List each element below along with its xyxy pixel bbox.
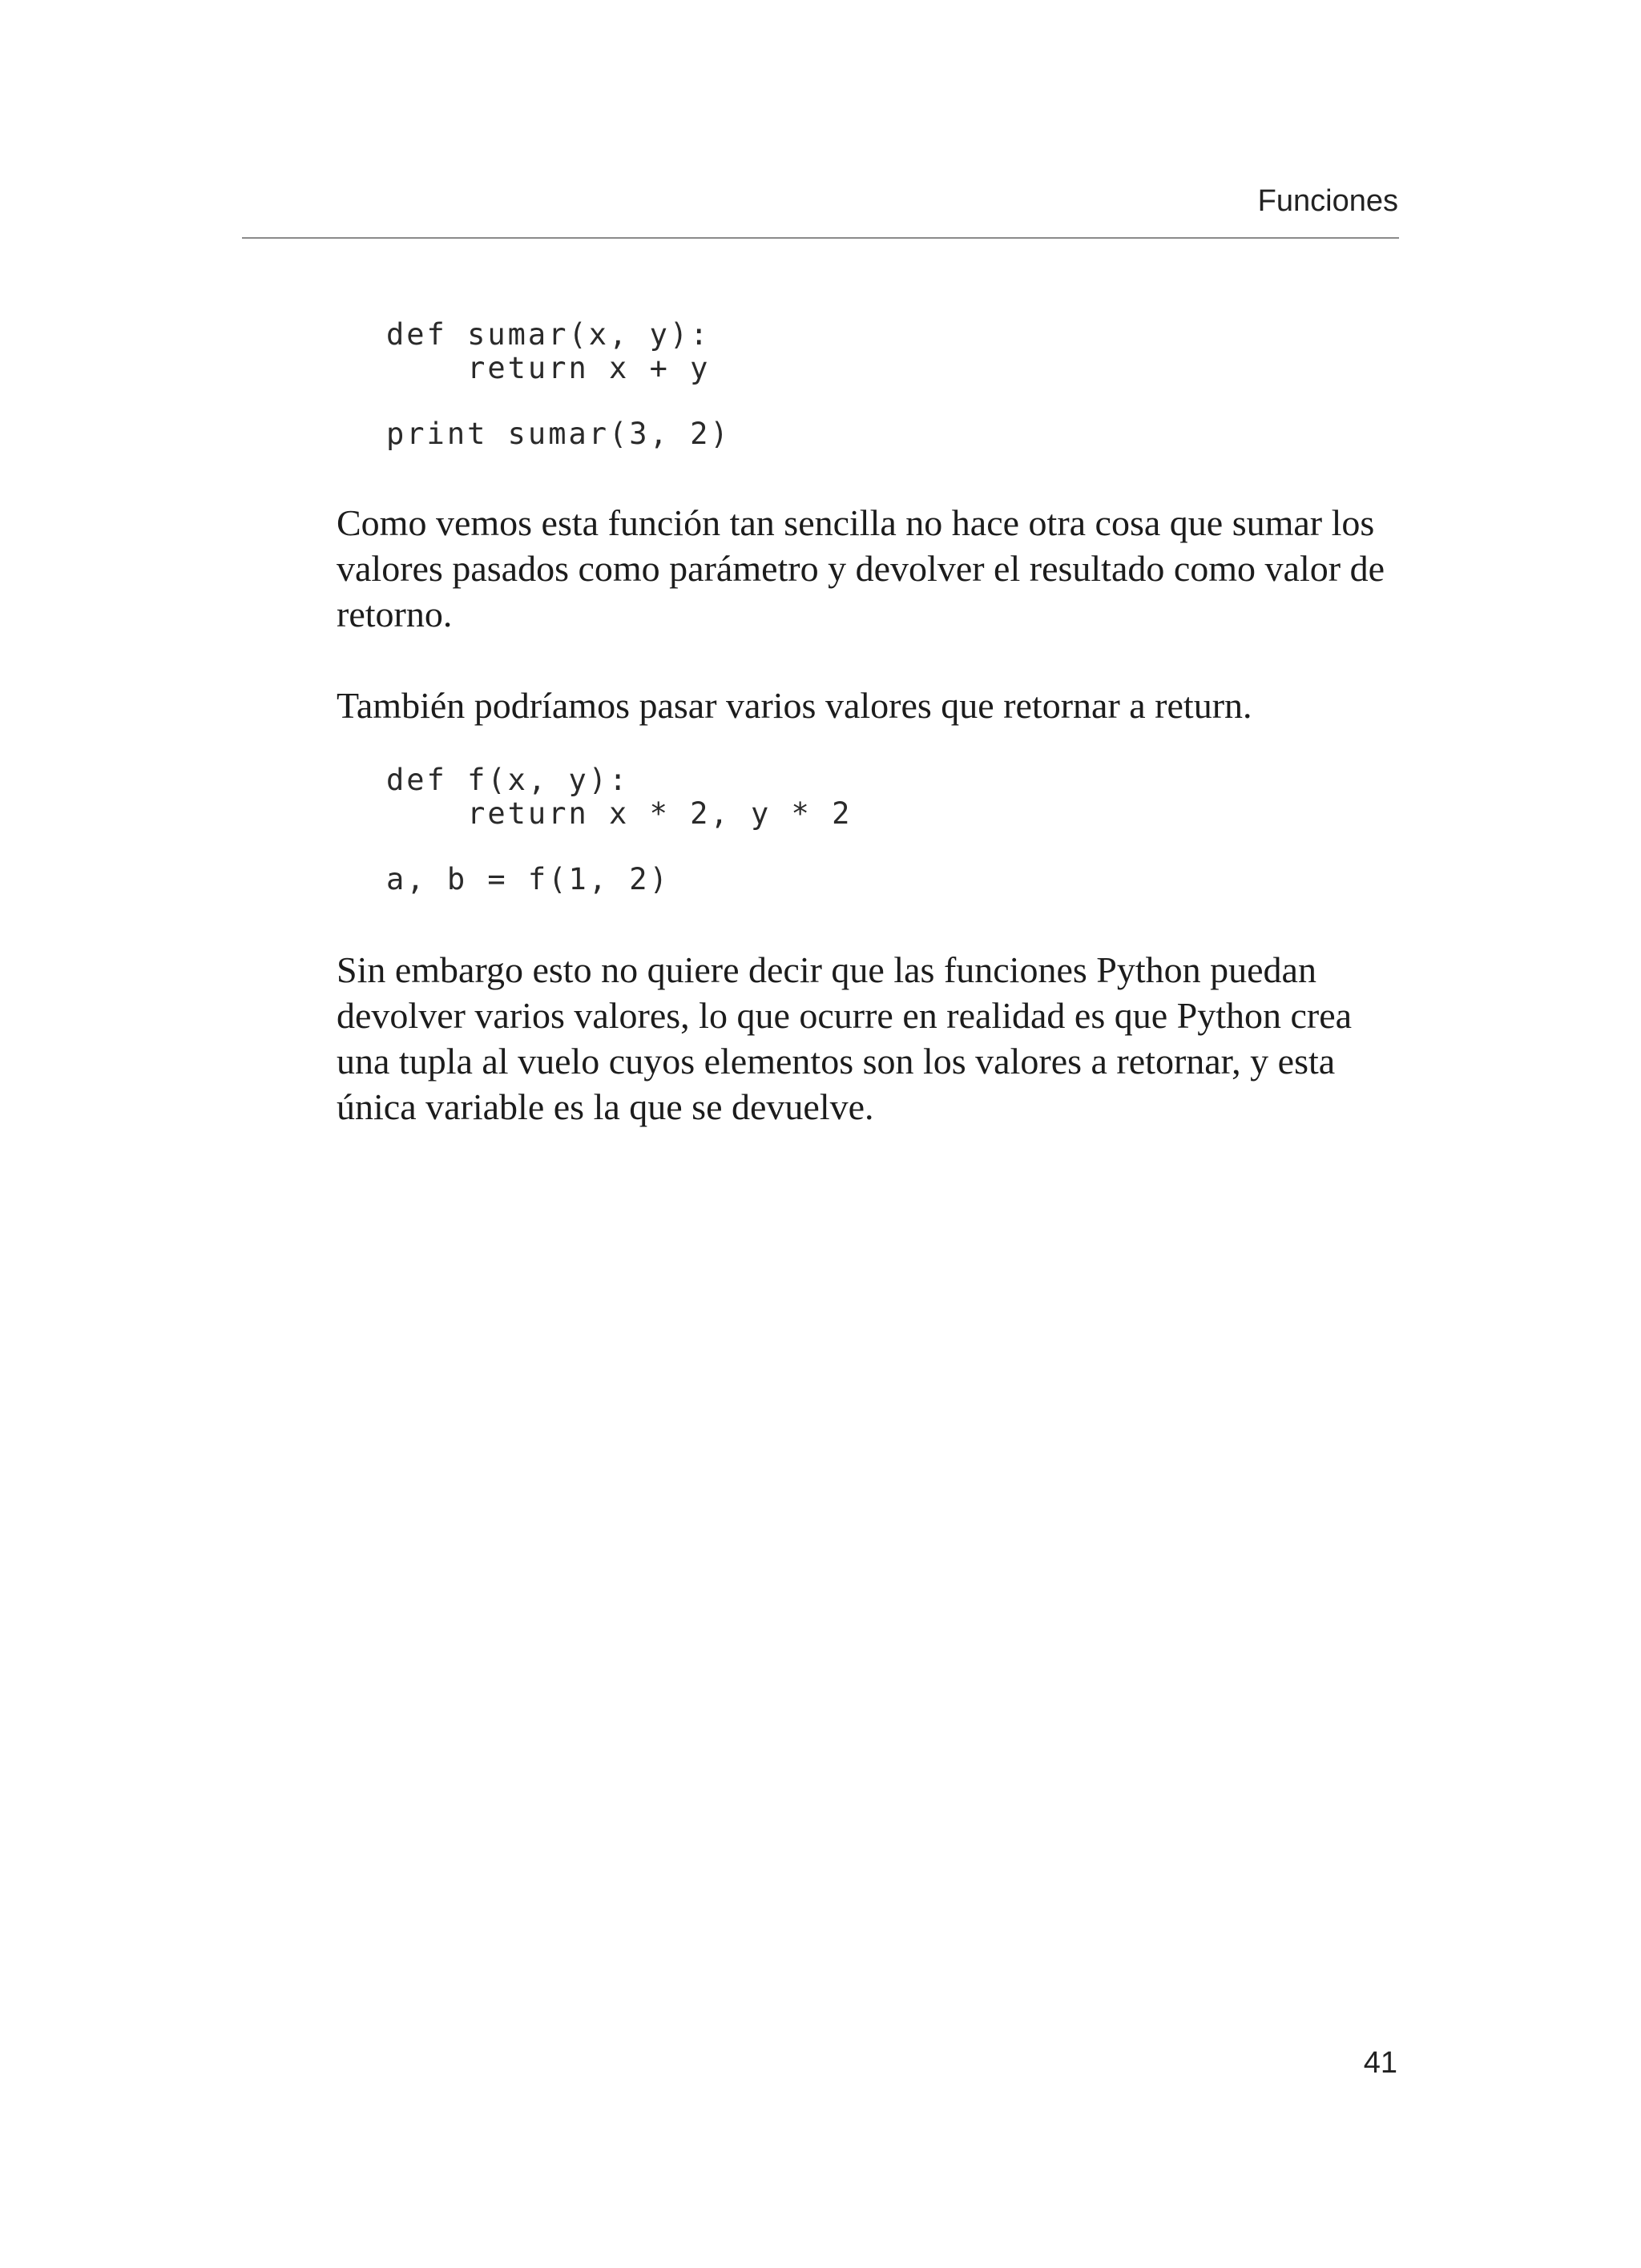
paragraph-sumar-explanation: Como vemos esta función tan sencilla no hace otra cosa que sumar los valores pasados como parámetro y devolver el resultado como valor de retorno. — [337, 502, 1385, 634]
code-line: return x * 2, y * 2 — [386, 796, 853, 831]
code-block-tuple-return — [386, 763, 852, 896]
running-header-title: Funciones — [1257, 184, 1398, 218]
paragraph-multiple-return: También podríamos pasar varios valores que retornar a return. — [337, 685, 1252, 726]
code-line: return x + y — [386, 351, 711, 385]
header-divider — [242, 237, 1399, 239]
page-number: 41 — [1363, 2046, 1397, 2080]
code-line: a, b = f(1, 2) — [386, 862, 670, 896]
code-block-sumar — [386, 318, 731, 451]
code-line: def f(x, y): — [386, 763, 630, 797]
code-line: print sumar(3, 2) — [386, 417, 731, 451]
paragraph-tuple-explanation: Sin embargo esto no quiere decir que las funciones Python puedan devolver varios valores, lo que ocurre en realidad es que Python crea una tupla al vuelo cuyos elementos son los valores a retornar, y esta única variable es la que se devuelve. — [337, 949, 1353, 1127]
code-line: def sumar(x, y): — [386, 317, 711, 352]
